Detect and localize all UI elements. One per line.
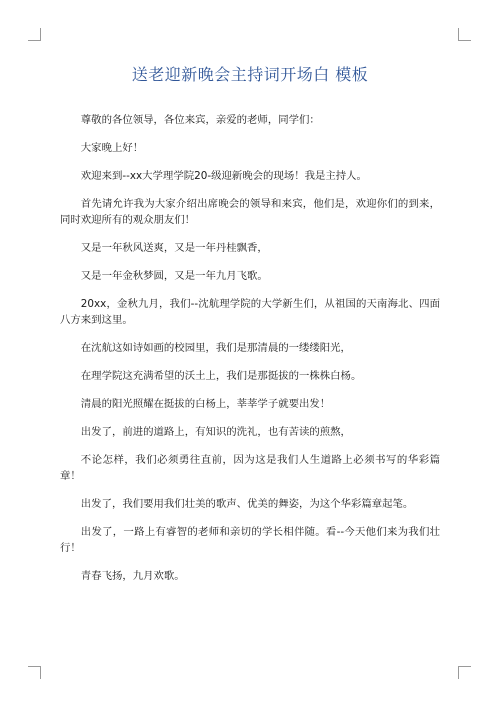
paragraph-autumn-1: 又是一年秋风送爽，又是一年丹桂飘香， (80, 242, 268, 254)
paragraph-sunlight: 清晨的阳光照耀在挺拔的白杨上，莘莘学子就要出发！ (80, 398, 331, 410)
crop-mark-top-left (28, 28, 41, 41)
paragraph-set-off-2: 出发了，我们要用我们壮美的歌声、优美的舞姿，为这个华彩篇章起笔。 (80, 498, 414, 510)
paragraph-new-students: 20xx，金秋九月，我们--沈航理学院的大学新生们，从祖国的天南海北、四面八方来到这里。 (60, 298, 440, 326)
paragraph-set-off-1: 出发了，前进的道路上，有知识的洗礼，也有苦读的煎熬， (80, 426, 351, 438)
paragraph-greeting: 大家晚上好！ (80, 142, 144, 154)
paragraph-college: 在理学院这充满希望的沃土上，我们是那挺拔的一株株白杨。 (80, 370, 362, 382)
paragraph-welcome: 欢迎来到--xx大学理学院20-级迎新晚会的现场！我是主持人。 (80, 170, 367, 182)
crop-mark-top-right (458, 28, 471, 41)
crop-mark-bottom-right (458, 666, 471, 679)
document-title: 送老迎新晚会主持词开场白 模板 (131, 65, 369, 84)
paragraph-campus: 在沈航这如诗如画的校园里，我们是那清晨的一缕缕阳光， (80, 342, 351, 354)
paragraph-forward: 不论怎样，我们必须勇往直前，因为这是我们人生道路上必须书写的华彩篇章！ (60, 454, 440, 482)
paragraph-autumn-2: 又是一年金秋梦圆，又是一年九月飞歌。 (80, 270, 268, 282)
paragraph-salutation: 尊敬的各位领导，各位来宾，亲爱的老师，同学们： (80, 114, 320, 126)
paragraph-set-off-3: 出发了，一路上有睿智的老师和亲切的学长相伴随。看--今天他们来为我们壮行！ (60, 526, 440, 554)
crop-mark-bottom-left (28, 666, 41, 679)
document-body (60, 112, 440, 596)
paragraph-introduce-guests: 首先请允许我为大家介绍出席晚会的领导和来宾，他们是，欢迎你们的到来，同时欢迎所有的观众朋友们！ (60, 198, 440, 226)
paragraph-closing: 青春飞扬，九月欢歌。 (80, 570, 185, 582)
